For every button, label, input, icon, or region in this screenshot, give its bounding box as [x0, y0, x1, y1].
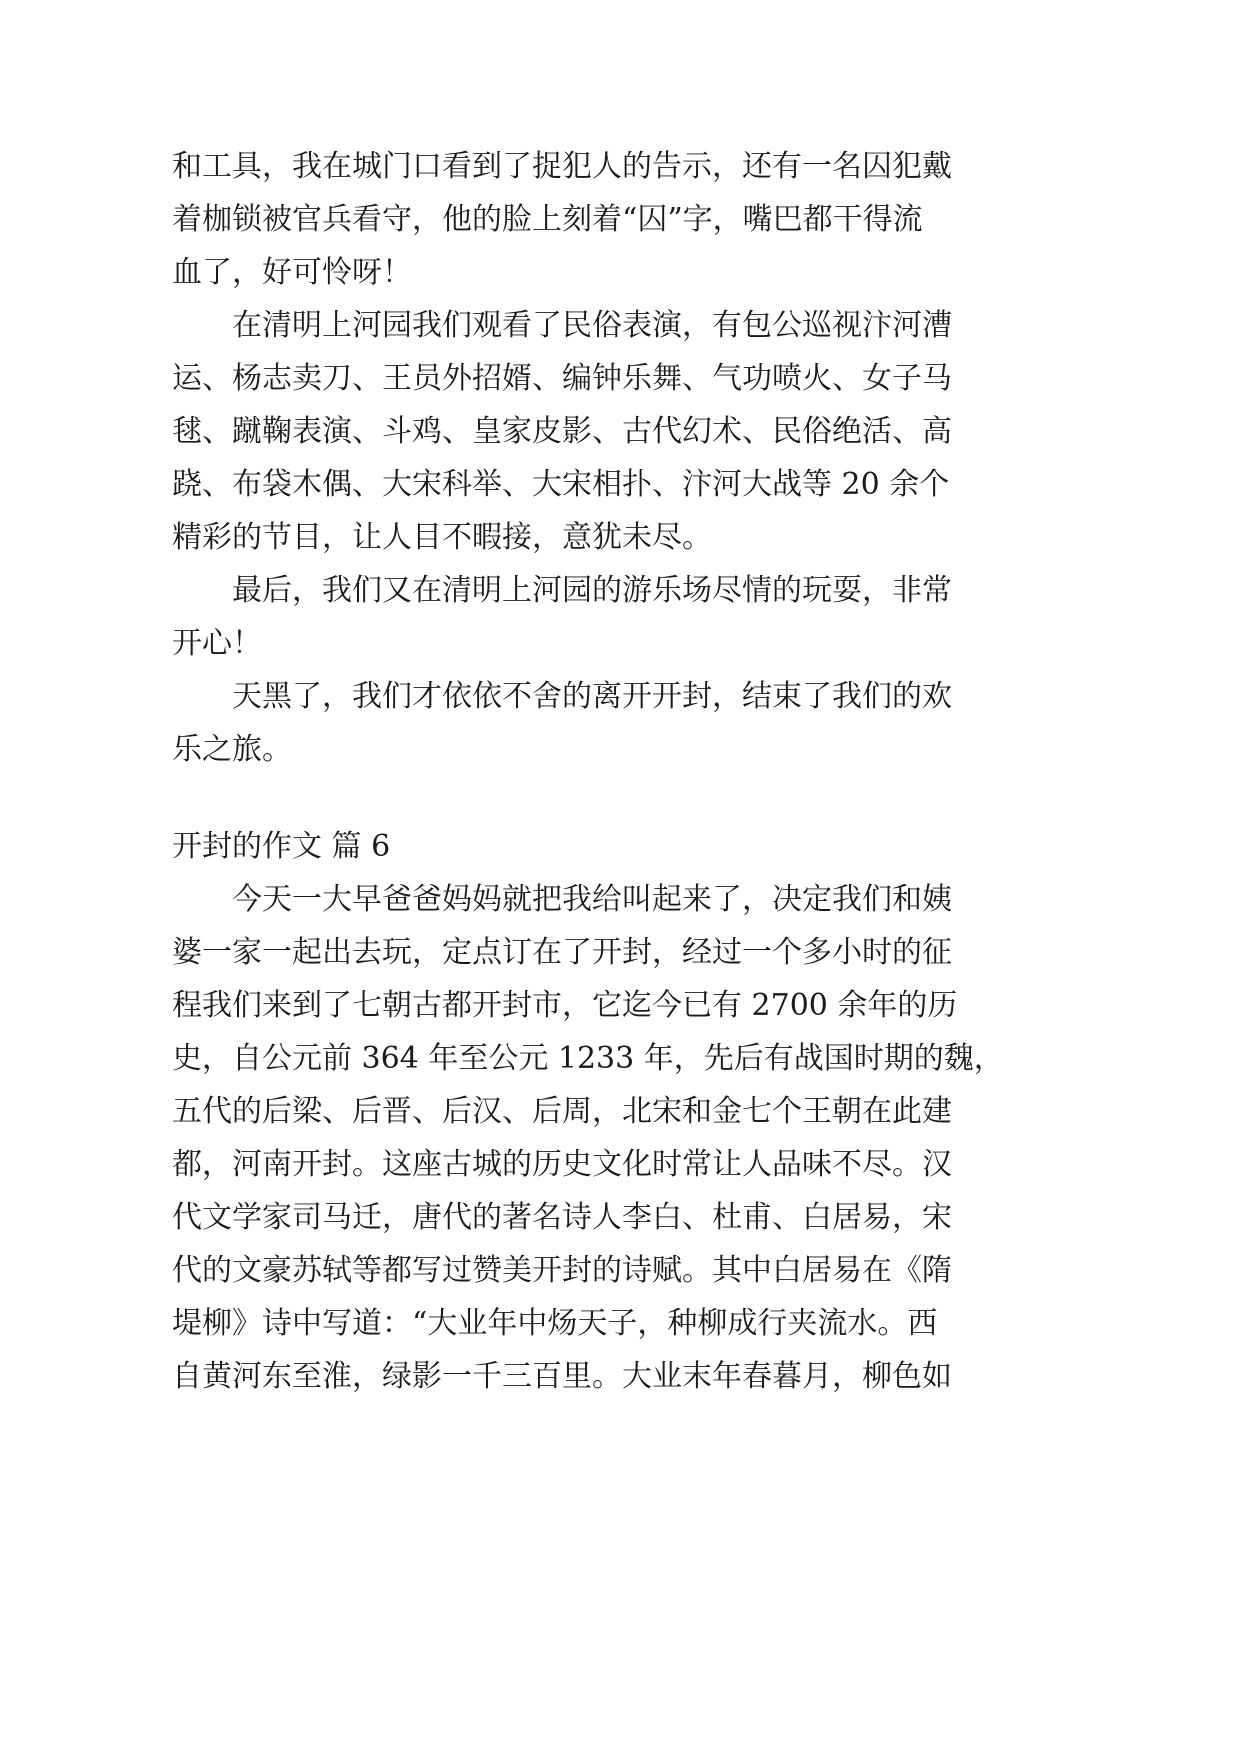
paragraph-first-line: 今天一大早爸爸妈妈就把我给叫起来了，决定我们和姨	[232, 882, 952, 917]
text-line: 着枷锁被官兵看守，他的脸上刻着“囚”字，嘴巴都干得流	[172, 202, 923, 237]
text-line: 自黄河东至淮，绿影一千三百里。大业末年春暮月，柳色如	[172, 1359, 952, 1394]
text-line: 血了，好可怜呀！	[172, 255, 412, 290]
paragraph-first-line: 最后，我们又在清明上河园的游乐场尽情的玩耍，非常	[232, 573, 952, 608]
paragraph-first-line: 天黑了，我们才依依不舍的离开开封，结束了我们的欢	[232, 679, 952, 714]
text-line: 毬、蹴鞠表演、斗鸡、皇家皮影、古代幻术、民俗绝活、高	[172, 414, 952, 449]
text-line: 五代的后梁、后晋、后汉、后周，北宋和金七个王朝在此建	[172, 1094, 952, 1129]
text-line: 和工具，我在城门口看到了捉犯人的告示，还有一名囚犯戴	[172, 149, 952, 184]
text-line: 程我们来到了七朝古都开封市，它迄今已有 2700 余年的历	[172, 988, 958, 1023]
paragraph-first-line: 在清明上河园我们观看了民俗表演，有包公巡视汴河漕	[232, 308, 952, 343]
text-line: 堤柳》诗中写道：“大业年中炀天子，种柳成行夹流水。西	[172, 1306, 938, 1341]
text-line: 都，河南开封。这座古城的历史文化时常让人品味不尽。汉	[172, 1147, 952, 1182]
text-line: 乐之旅。	[172, 732, 292, 767]
text-line: 史，自公元前 364 年至公元 1233 年，先后有战国时期的魏，	[172, 1041, 1004, 1076]
text-line: 开心！	[172, 626, 262, 661]
text-line: 代文学家司马迁，唐代的著名诗人李白、杜甫、白居易，宋	[172, 1200, 952, 1235]
section-heading: 开封的作文 篇 6	[172, 829, 391, 864]
text-line: 代的文豪苏轼等都写过赞美开封的诗赋。其中白居易在《隋	[172, 1253, 952, 1288]
text-line: 婆一家一起出去玩，定点订在了开封，经过一个多小时的征	[172, 935, 952, 970]
text-line: 运、杨志卖刀、王员外招婿、编钟乐舞、气功喷火、女子马	[172, 361, 952, 396]
text-line: 精彩的节目，让人目不暇接，意犹未尽。	[172, 520, 712, 555]
text-line: 跷、布袋木偶、大宋科举、大宋相扑、汴河大战等 20 余个	[172, 467, 950, 502]
